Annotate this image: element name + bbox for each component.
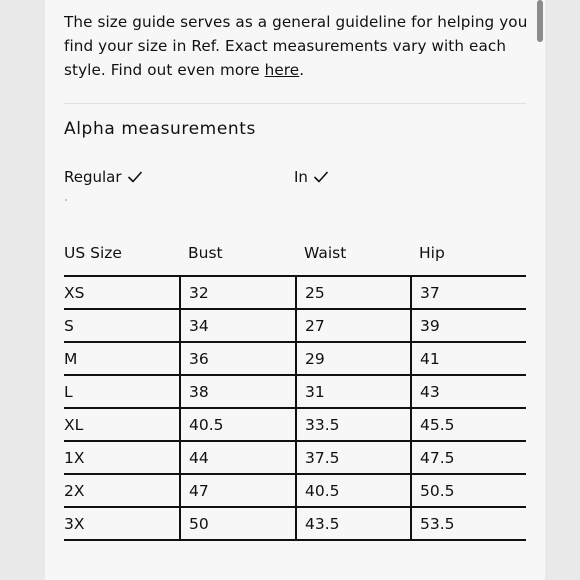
table-header-row: [64, 230, 526, 276]
decorative-dot: [65, 199, 67, 201]
table-row: [64, 375, 526, 408]
intro-text: The size guide serves as a general guideline for helping you find your size in Ref. Exact measurements vary with each style. Find out even more: [64, 13, 528, 79]
hip-cell: 37: [411, 276, 526, 309]
hip-cell: 47.5: [411, 441, 526, 474]
bust-cell: 44: [180, 441, 296, 474]
bust-cell: 38: [180, 375, 296, 408]
hip-cell: 53.5: [411, 507, 526, 540]
fit-toggle-label: Regular: [64, 168, 122, 186]
size-cell: XS: [64, 276, 180, 309]
table-row: [64, 507, 526, 540]
hip-cell: 43: [411, 375, 526, 408]
waist-cell: 40.5: [296, 474, 411, 507]
size-cell: L: [64, 375, 180, 408]
bust-cell: 50: [180, 507, 296, 540]
table-row: [64, 309, 526, 342]
bust-cell: 40.5: [180, 408, 296, 441]
waist-cell: 25: [296, 276, 411, 309]
bust-cell: 34: [180, 309, 296, 342]
header-waist: Waist: [296, 230, 411, 276]
here-link[interactable]: here: [264, 61, 300, 79]
table-row: [64, 474, 526, 507]
hip-cell: 39: [411, 309, 526, 342]
table-row: [64, 276, 526, 309]
hip-cell: 45.5: [411, 408, 526, 441]
size-cell: XL: [64, 408, 180, 441]
table-row: [64, 408, 526, 441]
header-hip: Hip: [411, 230, 526, 276]
size-cell: 2X: [64, 474, 180, 507]
checkmark-icon: [313, 170, 329, 184]
waist-cell: 29: [296, 342, 411, 375]
bust-cell: 47: [180, 474, 296, 507]
waist-cell: 31: [296, 375, 411, 408]
intro-paragraph: [64, 10, 534, 82]
waist-cell: 37.5: [296, 441, 411, 474]
bust-cell: 36: [180, 342, 296, 375]
size-cell: 3X: [64, 507, 180, 540]
bust-cell: 32: [180, 276, 296, 309]
header-us-size: US Size: [64, 230, 180, 276]
scrollbar-thumb[interactable]: [537, 0, 543, 42]
unit-toggle-in[interactable]: [294, 168, 329, 186]
waist-cell: 33.5: [296, 408, 411, 441]
header-bust: Bust: [180, 230, 296, 276]
size-cell: S: [64, 309, 180, 342]
table-row: [64, 441, 526, 474]
size-cell: 1X: [64, 441, 180, 474]
hip-cell: 41: [411, 342, 526, 375]
section-title: Alpha measurements: [64, 119, 256, 139]
divider: [64, 103, 526, 104]
table-row: [64, 342, 526, 375]
fit-toggle-regular[interactable]: [64, 168, 143, 186]
size-cell: M: [64, 342, 180, 375]
intro-end: .: [299, 61, 305, 79]
unit-toggle-label: In: [294, 168, 308, 186]
size-table: [64, 230, 526, 541]
waist-cell: 27: [296, 309, 411, 342]
checkmark-icon: [127, 170, 143, 184]
hip-cell: 50.5: [411, 474, 526, 507]
waist-cell: 43.5: [296, 507, 411, 540]
